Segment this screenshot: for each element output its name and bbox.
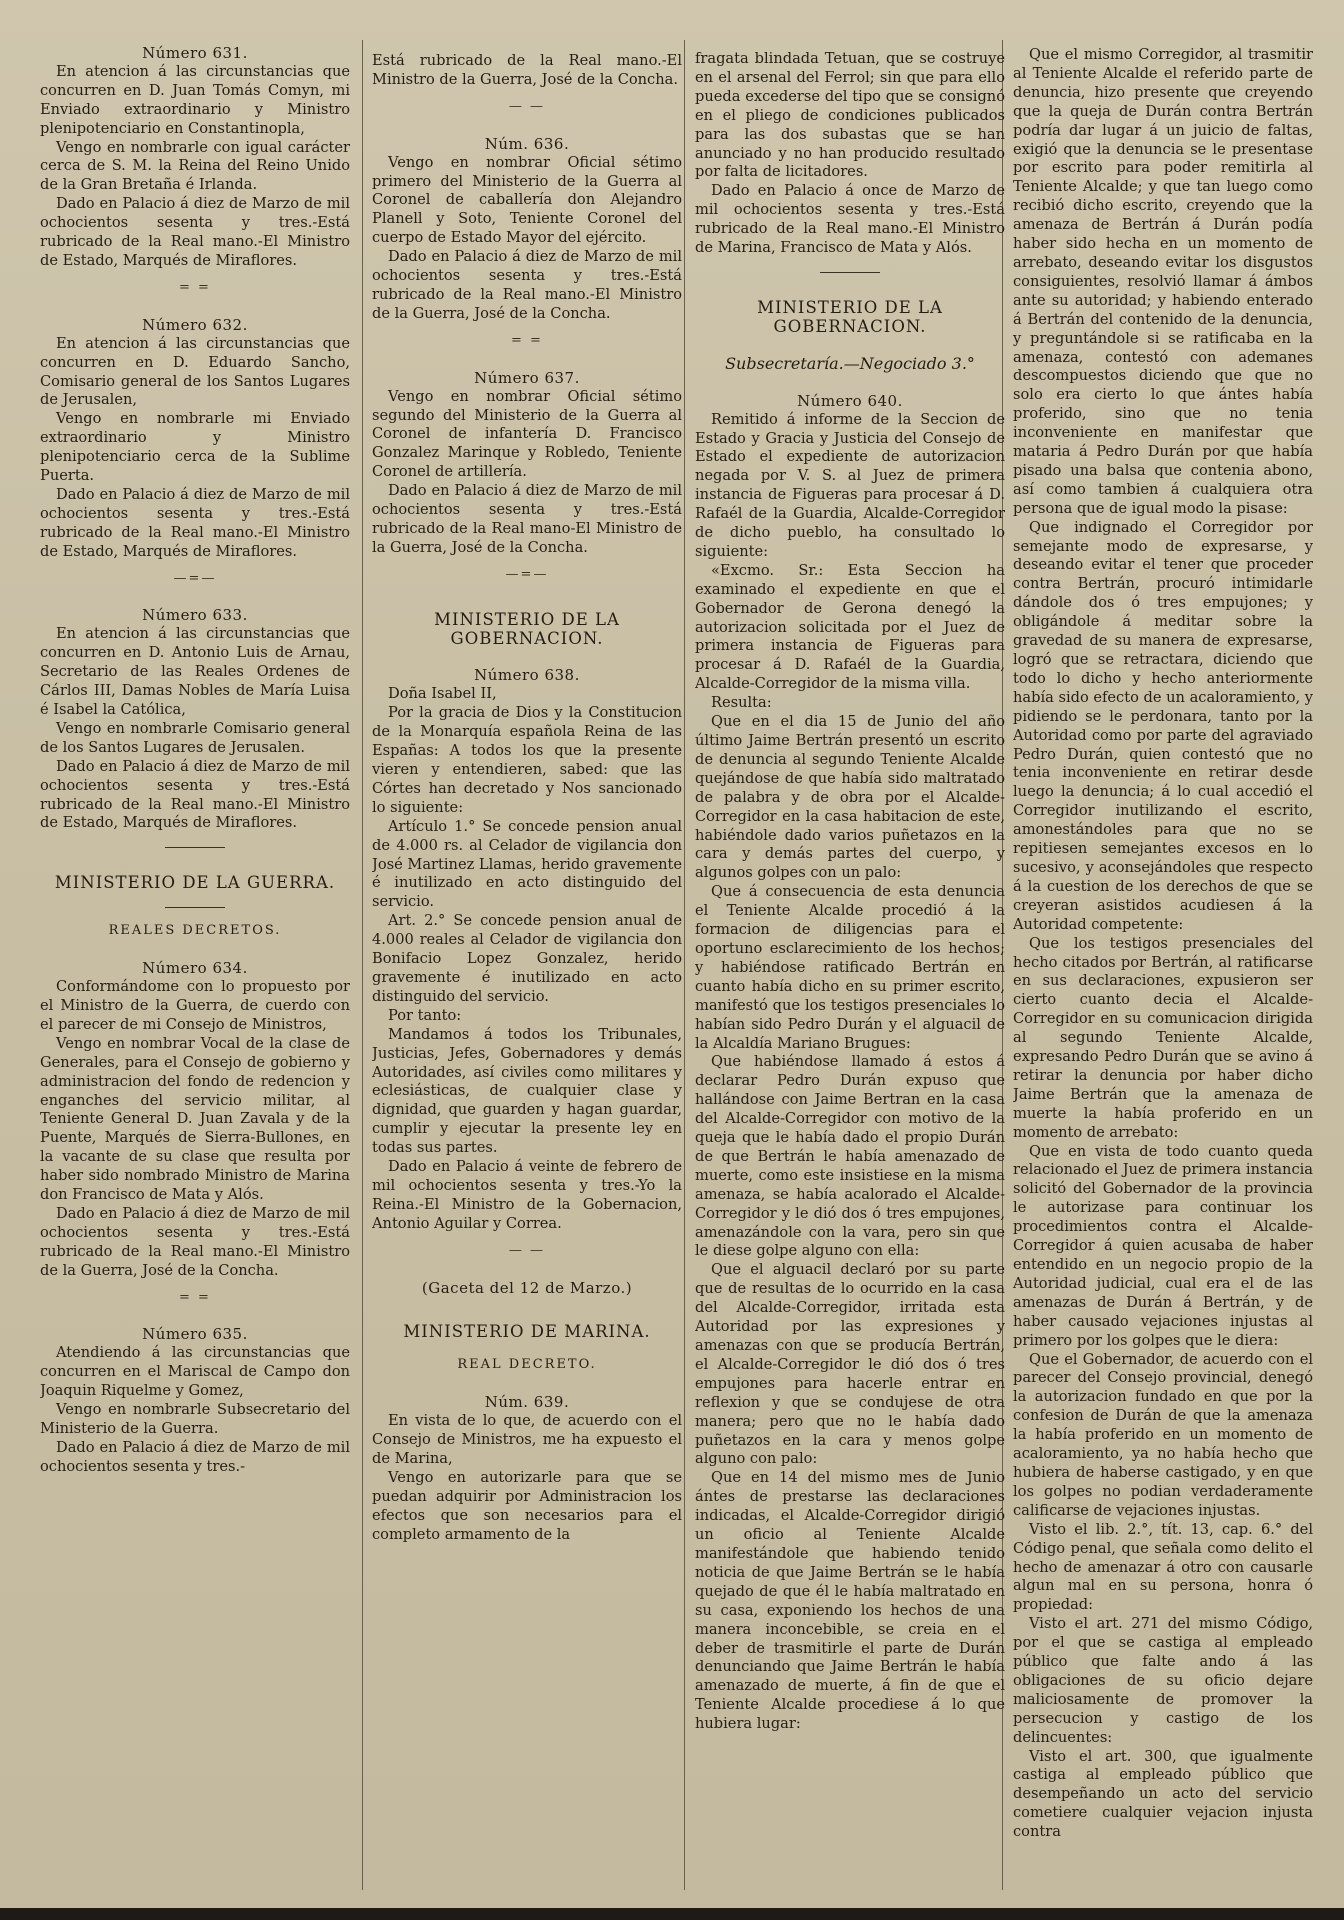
subsection-heading: REAL DECRETO. [457, 1357, 597, 1373]
decree-number: Número 634. [142, 959, 248, 978]
decree-number: Núm. 636. [484, 134, 570, 153]
paragraph: Visto el lib. 2.°, tít. 13, cap. 6.° del Código penal, que señala como delito el hecho de amenazar á otro con causarle algun mal en su persona, honra ó propiedad: [1013, 1520, 1313, 1614]
divider [165, 847, 225, 848]
decree-number: Núm. 639. [484, 1393, 570, 1412]
decree-number: Número 632. [142, 315, 248, 334]
decree-number: Número 635. [142, 1325, 248, 1344]
paragraph: Por la gracia de Dios y la Constitucion de la Monarquía española Reina de las Españas: A todos los que la presente vieren y entendieren, sabed: que las Córtes han decretado y Nos sancionado lo siguiente: [372, 704, 682, 816]
subsection-heading: REALES DECRETOS. [108, 923, 282, 939]
divider [820, 272, 880, 273]
paragraph: Está rubricado de la Real mano.-El Ministro de la Guerra, José de la Concha. [372, 52, 682, 88]
paragraph: Vengo en nombrarle Subsecretario del Ministerio de la Guerra. [40, 1401, 350, 1437]
divider [165, 907, 225, 908]
paragraph: Dado en Palacio á diez de Marzo de mil ochocientos sesenta y tres.-Está rubricado de la Real mano.-El Ministro de Estado, Marqués de Miraflores. [40, 195, 350, 269]
column-rule [362, 40, 363, 1890]
paragraph: Que habiéndose llamado á estos á declarar Pedro Durán expuso que hallándose con Jaime Bertran en la casa del Alcalde-Corregidor con motivo de la queja que le había dado el propio Durán de que Bertrán le había amenazado de muerte, como este insistiese en la misma amenaza, se había acalorado el Alcalde-Corregidor y le dió dos ó tres empujones, amenazándole con la vara, pero sin que le diese golpe alguno con ella: [695, 1053, 1005, 1260]
source-note: (Gaceta del 12 de Marzo.) [421, 1278, 633, 1297]
paragraph: Dado en Palacio á diez de Marzo de mil ochocientos sesenta y tres.-Está rubricado de la Real mano.-El Ministro de la Guerra, José de la Concha. [40, 1204, 350, 1279]
section-heading: MINISTERIO DE LA GUERRA. [54, 873, 336, 893]
paragraph: Que en vista de todo cuanto queda relacionado el Juez de primera instancia solicitó del Gobernador de la provincia le autorizase para continuar los procedimientos contra el Alcalde-Corregidor á quien acusaba de haber entendido en un negocio propio de la Autoridad judicial, cual era el de las amenazas de Durán á Bertrán, y de haber causado vejaciones injustas al primero por los golpes que le diera: [1013, 1142, 1313, 1349]
paragraph: «Excmo. Sr.: Esta Seccion ha examinado el expediente en que el Gobernador de Gerona denegó la autorizacion solicitada por el Juez de primera instancia de Figueras para procesar á D. Rafaél de la Guardia, Alcalde-Corregidor de la misma villa. [695, 561, 1005, 693]
paragraph: Atendiendo á las circunstancias que concurren en el Mariscal de Campo don Joaquin Riquelme y Gomez, [40, 1344, 350, 1400]
paragraph: Resulta: [711, 694, 772, 712]
paragraph: Visto el art. 300, que igualmente castiga al empleado público que desempeñando un acto del servicio cometiere cualquier vejacion injusta contra [1013, 1747, 1313, 1841]
paragraph: En vista de lo que, de acuerdo con el Consejo de Ministros, me ha expuesto el de Marina, [372, 1412, 682, 1467]
separator: = = [179, 279, 211, 295]
paragraph: Doña Isabel II, [388, 685, 497, 703]
column-rule [684, 40, 685, 1890]
paragraph: Vengo en nombrar Oficial sétimo segundo del Ministerio de la Guerra al Coronel de infantería D. Francisco Gonzalez Marinque y Robledo, Teniente Coronel de artillería. [372, 387, 682, 481]
paragraph: Art. 2.° Se concede pension anual de 4.000 reales al Celador de vigilancia don Bonifacio Lopez Gonzalez, herido gravemente é inutilizado en acto distinguido del servicio. [372, 912, 682, 1005]
paragraph: Mandamos á todos los Tribunales, Justicias, Jefes, Gobernadores y demás Autoridades, así civiles como militares y eclesiásticas, de cualquier clase y dignidad, que guarden y hagan guardar, cumplir y ejecutar la presente ley en todas sus partes. [372, 1025, 682, 1157]
decree-number: Número 637. [474, 368, 580, 387]
paragraph: En atencion á las circunstancias que concurren en D. Eduardo Sancho, Comisario general de los Santos Lugares de Jerusalen, [40, 334, 350, 409]
column-4 [1013, 46, 1313, 1911]
paragraph: Dado en Palacio á diez de Marzo de mil ochocientos sesenta y tres.-Está rubricado de la Real mano.-El Ministro de Estado, Marqués de Miraflores. [40, 757, 350, 832]
paragraph: Vengo en autorizarle para que se puedan adquirir por Administracion los efectos que son necesarios para el completo armamento de la [372, 1468, 682, 1543]
paragraph: Vengo en nombrarle con igual carácter cerca de S. M. la Reina del Reino Unido de la Gran Bretaña é Irlanda. [40, 138, 350, 194]
paragraph: Por tanto: [388, 1006, 462, 1024]
paragraph: Artículo 1.° Se concede pension anual de 4.000 rs. al Celador de vigilancia don José Martinez Llamas, herido gravemente é inutilizado en acto distinguido del servicio. [372, 817, 682, 911]
page-bottom-edge [0, 1908, 1344, 1920]
paragraph: Dado en Palacio á diez de Marzo de mil ochocientos sesenta y tres.-Está rubricado de la Real mano.-El Ministro de Estado, Marqués de Miraflores. [40, 485, 350, 560]
decree-number: Número 640. [797, 391, 903, 410]
paragraph: Que indignado el Corregidor por semejante modo de expresarse, y deseando evitar el tener que proceder contra Bertrán, procuró intimidarle dándole dos ó tres empujones; y obligándole á meditar sobre la gravedad de su manera de expresarse, logró que se retractara, diciendo que todo lo dicho y hecho anteriormente había sido efecto de un acaloramiento, y pidiendo se le perdonara, tanto por la Autoridad como por parte del agraviado Pedro Durán, quien contestó que no tenia inconveniente en retirar desde luego la denuncia; á lo cual accedió el Corregidor inutilizando el escrito, amonestándoles para que no se repitiesen semejantes excesos en lo sucesivo, y aconsejándoles que respecto á la cuestion de los derechos de que se creyeran asistidos acudiesen á la Autoridad competente: [1013, 518, 1313, 933]
paragraph: Vengo en nombrarle mi Enviado extraordinario y Ministro plenipotenciario cerca de la Sublime Puerta. [40, 410, 350, 485]
section-heading: MINISTERIO DE LA GOBERNACION. [757, 297, 943, 336]
paragraph: Vengo en nombrarle Comisario general de los Santos Lugares de Jerusalen. [40, 719, 350, 756]
paragraph: En atencion á las circunstancias que concurren en D. Juan Tomás Comyn, mi Enviado extraordinario y Ministro plenipotenciario en Constantinopla, [40, 62, 350, 137]
paragraph: Remitido á informe de la Seccion de Estado y Gracia y Justicia del Consejo de Estado el expediente de autorizacion negada por V. S. al Juez de primera instancia de Figueras para procesar á D. Rafaél de la Guardia, Alcalde-Corregidor de dicho pueblo, ha consultado lo siguiente: [695, 410, 1005, 560]
paragraph: Vengo en nombrar Vocal de la clase de Generales, para el Consejo de gobierno y administracion del fondo de redencion y enganches del servicio militar, al Teniente General D. Juan Zavala y de la Puente, Marqués de Sierra-Bullones, en la vacante de su clase que resulta por haber sido nombrado Ministro de Marina don Francisco de Mata y Alós. [40, 1034, 350, 1204]
paragraph: Que el alguacil declaró por su parte que de resultas de lo ocurrido en la casa del Alcalde-Corregidor, irritada esta Autoridad por las expresiones y amenazas con que se producía Bertrán, el Alcalde-Corregidor le dió dos ó tres empujones para hacerle entrar en reflexion y que se condujese de otra manera; pero que no le había dado puñetazos en la cara y menos golpe alguno con palo: [695, 1261, 1005, 1468]
paragraph: fragata blindada Tetuan, que se costruye en el arsenal del Ferrol; sin que para ello pueda excederse del tipo que se consignó en el pliego de condiciones publicados para las dos subastas que se han anunciado y no han producido resultado por falta de licitadores. [695, 50, 1005, 181]
section-heading: MINISTERIO DE LA GOBERNACION. [434, 609, 620, 648]
subsection-heading: Subsecretaría.—Negociado 3.° [725, 353, 975, 373]
paragraph: Dado en Palacio á veinte de febrero de mil ochocientos sesenta y tres.-Yo la Reina.-El Ministro de la Gobernacion, Antonio Aguilar y Correa. [372, 1158, 682, 1232]
section-heading: MINISTERIO DE MARINA. [403, 1322, 651, 1342]
separator: —=— [173, 570, 217, 586]
paragraph: Que el Gobernador, de acuerdo con el parecer del Consejo provincial, denegó la autorizacion fundado en que por la confesion de Durán de que la amenaza la había proferido en un momento de acaloramiento, ya no había hecho que hubiera de haberse castigado, y en que los golpes no podian verdaderamente calificarse de vejaciones injustas. [1013, 1350, 1313, 1519]
paragraph: Dado en Palacio á once de Marzo de mil ochocientos sesenta y tres.-Está rubricado de la Real mano.-El Ministro de Marina, Francisco de Mata y Alós. [695, 182, 1005, 257]
paragraph: Que en 14 del mismo mes de Junio ántes de prestarse las declaraciones indicadas, el Alcalde-Corregidor dirigió un oficio al Teniente Alcalde manifestándole que habiendo tenido noticia de que Jaime Bertrán se le había quejado de que él le había maltratado en su casa, exponiendo los hechos de una manera inconcebible, se creia en el deber de trasmitirle el parte de Durán denunciando que Jaime Bertrán le había amenazado de muerte, á fin de que el Teniente Alcalde procediese á lo que hubiera lugar: [695, 1469, 1005, 1733]
separator: — — [508, 1242, 546, 1258]
separator: = = [179, 1289, 211, 1305]
paragraph: Que el mismo Corregidor, al trasmitir al Teniente Alcalde el referido parte de denuncia, hizo presente que creyendo que la queja de Durán contra Bertrán podría dar lugar á un juicio de faltas, exigió que la denuncia se le presentase por escrito para poder remitirla al Teniente Alcalde; y que tan luego como recibió dicho escrito, creyendo que la amenaza de Bertrán á Durán podía haber sido hecha en un momento de arrebato, deseando evitar los disgustos consiguientes, resolvió llamar á ámbos ante su autoridad; y habiendo enterado á Bertrán del contenido de la denuncia, y preguntándole si se ratificaba en la amenaza, contestó con ademanes descompuestos diciendo que que no solo era cierto lo que ántes había proferido, sino que no tenia inconveniente en manifestar que mataria á Pedro Durán por que había pisado una balsa que contenia abono, así como tambien á cualquiera otra persona que de igual modo la pisase: [1013, 46, 1313, 517]
paragraph: Vengo en nombrar Oficial sétimo primero del Ministerio de la Guerra al Coronel de caballería don Alejandro Planell y Soto, Teniente Coronel del cuerpo de Estado Mayor del ejército. [372, 153, 682, 247]
decree-number: Número 638. [474, 666, 580, 685]
paragraph: Conformándome con lo propuesto por el Ministro de la Guerra, de cuerdo con el parecer de mi Consejo de Ministros, [40, 978, 350, 1033]
paragraph: Que los testigos presenciales del hecho citados por Bertrán, al ratificarse en sus declaraciones, expusieron ser cierto cuanto decia el Alcalde-Corregidor en su comunicacion dirigida al segundo Teniente Alcalde, expresando Pedro Durán que se avino á retirar la denuncia por haber dicho Jaime Bertrán que la amenaza de muerte la había proferido en un momento de arrebato: [1013, 934, 1313, 1141]
paragraph: En atencion á las circunstancias que concurren en D. Antonio Luis de Arnau, Secretario de las Reales Ordenes de Cárlos III, Damas Nobles de María Luisa é Isabel la Católica, [40, 625, 350, 718]
separator: —=— [505, 566, 549, 582]
paragraph: Que á consecuencia de esta denuncia el Teniente Alcalde procedió á la formacion de diligencias para el oportuno esclarecimiento de los hechos; y habiéndose ratificado Bertrán en cuanto había dicho en su primer escrito, manifestó que los testigos presenciales lo habían sido Pedro Durán y el alguacil de la Alcaldía Mariano Brugues: [695, 883, 1005, 1052]
paragraph: Visto el art. 271 del mismo Código, por el que se castiga al empleado público que falte ando á las obligaciones de su oficio dejare maliciosamente de promover la persecucion y castigo de los delincuentes: [1013, 1615, 1313, 1746]
column-2 [372, 52, 682, 1917]
separator: = = [511, 332, 543, 348]
decree-number: Número 633. [142, 606, 248, 625]
column-1 [40, 44, 350, 1909]
column-3 [695, 50, 1005, 1915]
paragraph: Dado en Palacio á diez de Marzo de mil ochocientos sesenta y tres.- [40, 1438, 350, 1475]
separator: — — [508, 98, 546, 114]
paragraph: Dado en Palacio á diez de Marzo de mil ochocientos sesenta y tres.-Está rubricado de la Real mano.-El Ministro de la Guerra, José de la Concha. [372, 248, 682, 322]
paragraph: Que en el dia 15 de Junio del año último Jaime Bertrán presentó un escrito de denuncia al segundo Teniente Alcalde quejándose de que había sido maltratado de palabra y de obra por el Alcalde-Corregidor en la casa habitacion de este, habiéndole dado varios puñetazos en la cara y demás partes del cuerpo, y algunos golpes con un palo: [695, 713, 1005, 882]
paragraph: Dado en Palacio á diez de Marzo de mil ochocientos sesenta y tres.-Está rubricado de la Real mano-El Ministro de la Guerra, José de la Concha. [372, 482, 682, 556]
decree-number: Número 631. [142, 44, 248, 62]
